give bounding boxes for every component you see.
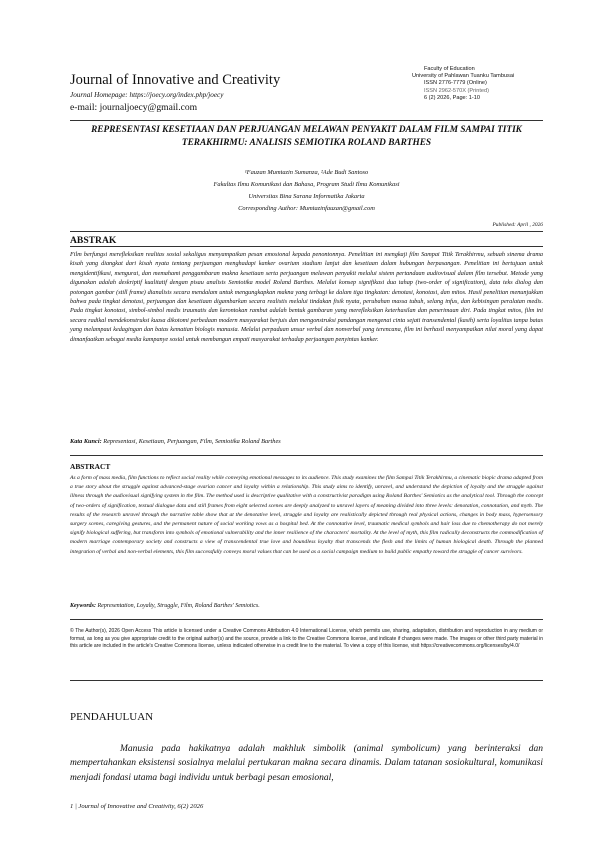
paper-title: REPRESENTASI KESETIAAN DAN PERJUANGAN MELAWAN PENYAKIT DALAM FILM SAMPAI TITIK TERAKHIRMU: ANALISIS SEMIOTIKA ROLAND BARTHES <box>91 125 522 148</box>
abstract-heading: ABSTRACT <box>70 462 111 471</box>
abstrak-heading: ABSTRAK <box>70 235 117 246</box>
header-divider <box>70 120 543 121</box>
kata-kunci-line <box>70 438 543 445</box>
abstract-end-divider <box>70 619 543 620</box>
keywords-label: Keywords: <box>70 603 96 609</box>
kata-kunci-label: Kata Kunci: <box>70 438 102 445</box>
abstrak-divider <box>70 246 543 247</box>
author-faculty: Fakultas Ilmu Komunikasi dan Bahasa, Program Studi Ilmu Komunikasi <box>213 181 400 188</box>
volume-label: 6 (2) 2026, Page: 1-10 <box>424 94 480 101</box>
keywords-values: Representation, Loyalty, Struggle, Film, Roland Barthes' Semiotics. <box>97 603 260 609</box>
pissn-label: ISSN 2962-570X (Printed) <box>424 87 489 94</box>
journal-publisher-info <box>412 66 552 102</box>
journal-homepage[interactable]: Journal Homepage: https://joecy.org/index.php/joecy <box>70 91 224 99</box>
author-block <box>70 167 543 215</box>
university-label: University of Pahlawan Tuanku Tambusai <box>412 73 515 80</box>
eissn-label: ISSN 2776-7779 (Online) <box>424 80 487 87</box>
journal-header <box>70 66 543 118</box>
license-notice: © The Author(s), 2026 Open Access This article is licensed under a Creative Commons Attribution 4.0 International License, which permits use, sharing, adaptation, distribution and reproduction in any medium or format, as long as you give appropriate credit to the original author(s) and the source, provide a link to the Creative Commons license, and indicate if changes were made. The images or other third party material in this article are included in the article's Creative Commons license, unless indicated otherwise in a credit line to the material. To view a copy of this license, visit https://creativecommons.org/licenses/by/4.0/ <box>70 628 543 650</box>
abstrak-body: Film berfungsi merefleksikan realitas sosial sekaligus menyampaikan pesan emosional kepada penontonnya. Penelitian ini mengkaji film Sampai Titik Terakhirmu, sebuah sinema drama kisah yang diangkat dari kisah nyata tentang perjuangan menghadapi kanker ovarium stadium lanjut dan kesetiaan dalam hubungan berpasangan. Penelitian ini bertujuan untuk mengidentifikasi, mengurai, dan memahami penggambaran makna kesetiaan serta perjuangan melawan penyakit melalui sistem pertandaan audiovisual dalam film tersebut. Metode yang digunakan adalah deskriptif kualitatif dengan pisau analisis Semiotika model Roland Barthes. Melalui konsep signifikasi dua tahap (two-order of signification), data teks dialog dan potongan gambar (still frame) dianalisis secara mendalam untuk mengungkapkan makna yang terbagi ke dalam tiga tingkatan: denotasi, konotasi, dan mitos. Hasil penelitian menunjukkan bahwa pada tingkat denotasi, perjuangan dan kesetiaan digambarkan secara realistis melalui tindakan fisik nyata, perubahan massa tubuh, selang infus, dan kebisingan peralatan medis. Pada tingkat konotasi, simbol-simbol medis traumatis dan kerontokan rambut adalah bentuk gambaran yang merefleksikan keterhasilan dan penerimaan diri. Pada tingkat mitos, film ini secara radikal mendekonstruksi kuasa dikotomi perbedaan modern masyarakat berjuis dan mengonstruksi pandangan mengenai cinta sejati transendental (kasih) serta loyalitas tanpa batas yang melampaui kedagingan dan batas kematian biologis manusia. Melalui perpaduan unsur verbal dan nonverbal yang terencana, film ini berhasil menyampaikan nilai moral yang dapat dimanfaatkan sebagai media kampanye sosial untuk membangun empati masyarakat terhadap perjuangan penyintas kanker. <box>70 251 543 343</box>
abstrak-end-divider <box>70 455 543 456</box>
page-footer: 1 | Journal of Innovative and Creativity, 6(2) 2026 <box>70 803 204 810</box>
journal-title: Journal of Innovative and Creativity <box>70 72 281 88</box>
pendahuluan-heading: PENDAHULUAN <box>70 711 154 723</box>
faculty-label: Faculty of Education <box>424 66 475 72</box>
license-divider <box>70 680 543 681</box>
kata-kunci-values: Representasi, Kesetiaan, Perjuangan, Film, Semiotika Roland Barthes <box>103 438 281 445</box>
author-university: Universitas Bina Sarana Informatika Jakarta <box>248 193 365 200</box>
pendahuluan-body: Manusia pada hakikatnya adalah makhluk simbolik (animal symbolicum) yang berinteraksi dan mempertahankan eksistensi sosialnya melalui pertukaran makna secara dinamis. Dalam tatanan sosiokultural, komunikasi menjadi fondasi utama bagi individu untuk berbagi pesan emosional, <box>70 744 543 783</box>
journal-email[interactable]: e-mail: journaljoecy@gmail.com <box>70 102 198 113</box>
corresponding-author: Corresponding Author: Mumtazinfauzan@gmail.com <box>238 205 375 212</box>
author-names: ¹Fauzan Mumtazin Sumanza, ²Ade Budi Santoso <box>244 169 369 176</box>
keywords-line <box>70 603 543 609</box>
published-date: Published: April , 2026 <box>492 222 543 228</box>
abstract-body: As a form of mass media, film functions to reflect social reality while conveying emotional messages to its audience. This study examines the film Sampai Titik Terakhirmu, a cinematic biopic drama adapted from a true story about the struggle against advanced-stage ovarian cancer and loyalty within a relationship. This study aims to identify, unravel, and understand the depiction of loyalty and the struggle against illness through the audiovisual signifying system in the film. The method used is descriptive qualitative with a constructivist paradigm using Roland Barthes' Semiotics as the analytical tool. Through the concept of two-orders of signification, textual dialogue data and still frames from eight selected scenes are deeply analyzed to unravel layers of meaning divided into three levels: denotation, connotation, and myth. The results of the research unravel through the narrative table show that at the denotative level, struggle and loyalty are realistically depicted through real physical actions, changes in body mass, hypersensory surgery scenes, caregiving gestures, and the permanent nature of social working vows as a hospital bed. At the connotative level, traumatic medical symbols and hair loss due to chemotherapy do not merely signify biological suffering, but transform into symbols of emotional vulnerability and the inner resilience of the characters' mortality. At the level of myth, this film radically deconstructs the commodification of modern marriage contemporary society and constructs a view of transcendental true love and boundless loyalty that transcends the flesh and the limits of human biological death. Through the planned integration of verbal and non-verbal elements, this film successfully conveys moral values that can be used as a social campaign medium to build public empathy toward the struggle of cancer survivors. <box>70 475 543 555</box>
published-divider <box>70 231 543 232</box>
